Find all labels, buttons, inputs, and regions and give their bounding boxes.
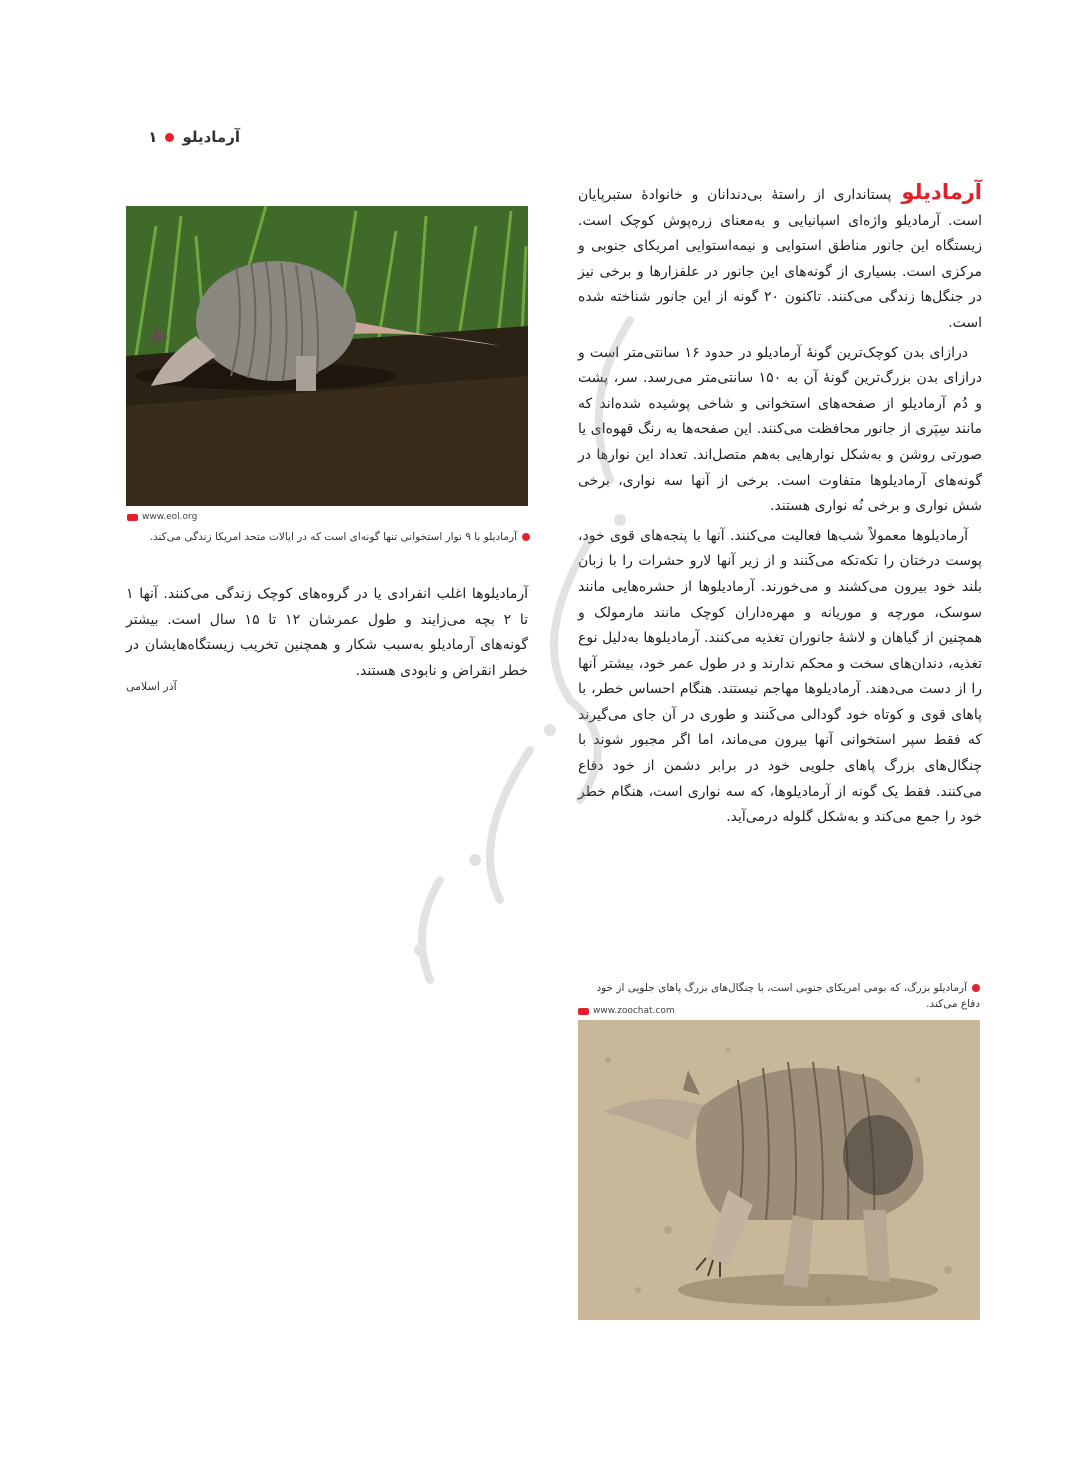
article-side-column xyxy=(126,582,528,702)
article-paragraph-2: درازای بدن کوچک‌ترین گونهٔ آرمادیلو در حدود ۱۶ سانتی‌متر است و درازای بدن بزرگ‌ترین گونهٔ آن به ۱۵۰ سانتی‌متر می‌رسد. سر، پشت و دُم آرمادیلو از صفحه‌های استخوانی و شاخی پوشیده شده‌اند که مانند سِپَری از جانور محافظت می‌کنند. این صفحه‌ها به رنگ قهوه‌ای یا صورتی روشن و به‌شکل نوارهایی به‌هم متصل‌اند. تعداد این نوارها در گونه‌های آرمادیلوها متفاوت است. برخی از آنها سه نواری، برخی شش نواری و برخی نُه نواری هستند. xyxy=(578,344,982,515)
armadillo-grass-illustration xyxy=(126,206,528,506)
article-headword: آرمادیلو xyxy=(901,180,982,204)
page-number: ۱ xyxy=(148,128,158,146)
photo-giant-armadillo xyxy=(578,1020,980,1320)
side-paragraph: آرمادیلوها اغلب انفرادی یا در گروه‌های کوچک زندگی می‌کنند. آنها ۱ تا ۲ بچه می‌زایند و طول عمرشان ۱۲ تا ۱۵ سال است. بیشتر گونه‌های آرمادیلو به‌سبب شکار و همچنین تخریب زیستگاه‌هایشان در خطر انقراض و نابودی هستند. xyxy=(126,586,528,679)
source-logo-icon xyxy=(578,1008,589,1015)
caption-bottom-text: آرمادیلو بزرگ، که بومی امریکای جنوبی است، با چنگال‌های بزرگ پاهای جلویی از خود دفاع می‌کند. xyxy=(596,982,980,1010)
photo-credit-bottom-text: www.zoochat.com xyxy=(593,1006,675,1016)
source-logo-icon xyxy=(127,514,138,521)
caption-top xyxy=(126,529,530,545)
article-main-column xyxy=(578,180,982,940)
photo-nine-banded-armadillo xyxy=(126,206,528,506)
running-header xyxy=(120,124,240,150)
article-paragraph-1 xyxy=(578,180,982,337)
article-paragraph-1-text: پستانداری از راستهٔ بی‌دندانان و خانوادهٔ ستبرپایان است. آرمادیلو واژه‌ای اسپانیایی و به‌معنای زره‌پوش کوچک است. زیستگاه این جانور مناطق استوایی و نیمه‌استوایی امریکای جنوبی و مرکزی است. بسیاری از گونه‌های این جانور در علفزارها و برخی نیز در جنگل‌ها زندگی می‌کنند. تاکنون ۲۰ گونه از این جانور شناخته شده است. xyxy=(578,187,982,331)
photo-credit-top xyxy=(127,512,197,522)
photo-credit-bottom xyxy=(578,1006,675,1016)
author-name: آذر اسلامی xyxy=(126,680,177,693)
header-title: آرمادیلو xyxy=(182,128,240,146)
photo-credit-top-text: www.eol.org xyxy=(142,512,198,522)
caption-top-text: آرمادیلو با ۹ نوار استخوانی تنها گونه‌ای است که در ایالات متحد امریکا زندگی می‌کند. xyxy=(149,531,517,543)
caption-bullet-icon xyxy=(972,984,980,992)
armadillo-sand-illustration xyxy=(578,1020,980,1320)
caption-bullet-icon xyxy=(522,533,530,541)
header-dot-icon xyxy=(165,133,174,142)
article-paragraph-3: آرمادیلوها معمولاً شب‌ها فعالیت می‌کنند. آنها با پنجه‌های قوی خود، پوست درختان را تکه‌تکه می‌کَنند و از زیر آنها لارو حشرات را با زبان بلند خود بیرون می‌کشند و می‌خورند. آرمادیلوها از حشره‌هایی مانند سوسک، مورچه و موریانه و مهره‌داران کوچک مانند مارمولک و همچنین از گیاهان و لاشهٔ جانوران تغذیه می‌کنند. آرمادیلوها به‌دلیل نوع تغذیه، دندان‌های سخت و محکم ندارند و در طول عمر خود، بیشتر آنها را از دست می‌دهند. آرمادیلوها مهاجم نیستند. هنگام احساس خطر، با پاهای قوی و کوتاه خود گودالی می‌کَنند و طوری در آن جای می‌گیرند که فقط سپر استخوانی آنها بیرون می‌ماند، اما اگر مجبور شوند با چنگال‌های بزرگ پاهای جلویی خود در برابر دشمن از خود دفاع می‌کنند. فقط یک گونه از آرمادیلوها، که سه نواری است، هنگام خطر خود را جمع می‌کند و به‌شکل گلوله درمی‌آید. xyxy=(578,527,982,826)
